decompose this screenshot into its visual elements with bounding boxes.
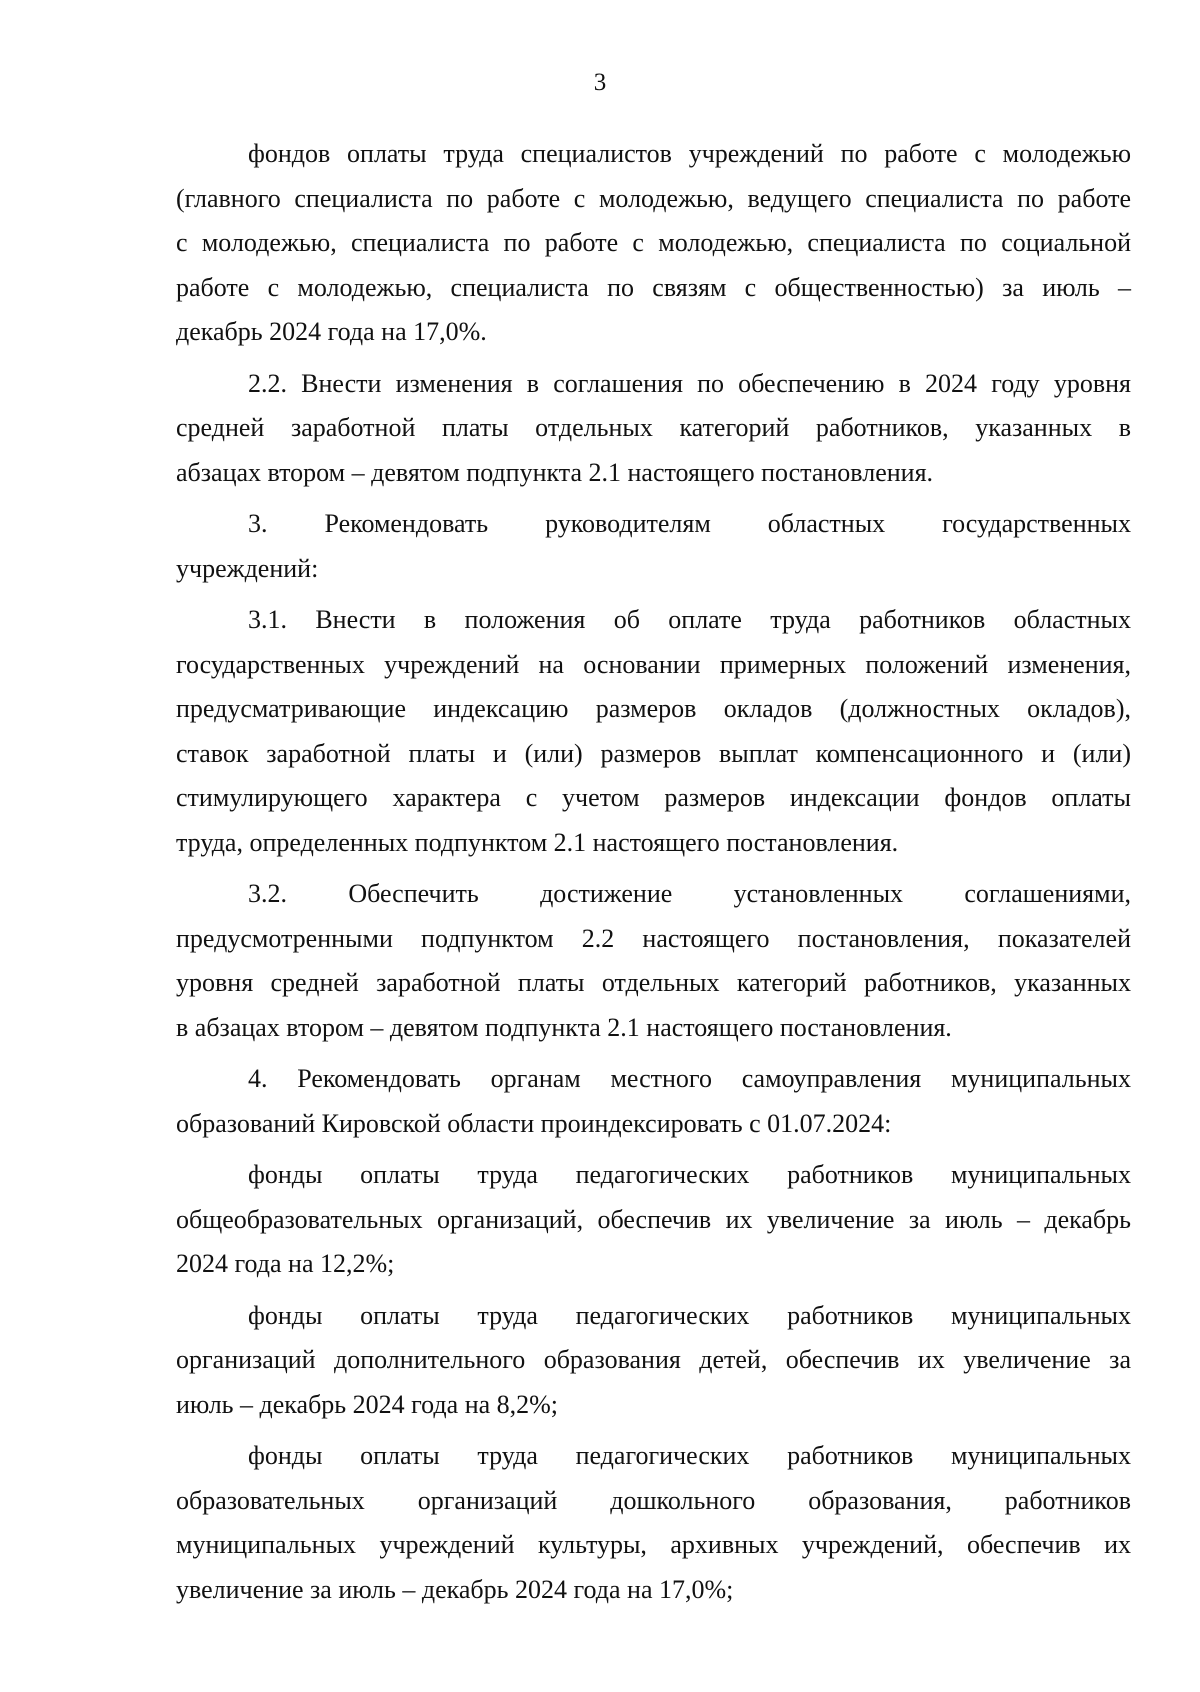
text-line: декабрь 2024 года на 17,0%. — [176, 317, 487, 346]
text-line: 3.1. Внести в положения об оплате труда работников областных — [248, 605, 1131, 634]
text-line: труда, определенных подпунктом 2.1 настоящего постановления. — [176, 827, 899, 857]
text-line: образований Кировской области проиндексировать с 01.07.2024: — [176, 1108, 892, 1138]
text-line: муниципальных учреждений культуры, архивных учреждений, обеспечив их — [176, 1530, 1131, 1559]
paragraph-2-2 — [176, 362, 1131, 496]
text-line: в абзацах втором – девятом подпункта 2.1 настоящего постановления. — [176, 1012, 952, 1042]
text-line: с молодежью, специалиста по работе с молодежью, специалиста по социальной — [176, 228, 1131, 257]
paragraph-3-1 — [176, 598, 1131, 865]
text-line: увеличение за июль – декабрь 2024 года на 17,0%; — [176, 1574, 734, 1604]
text-line: (главного специалиста по работе с молодежью, ведущего специалиста по работе — [176, 183, 1131, 213]
text-line: фондов оплаты труда специалистов учреждений по работе с молодежью — [248, 139, 1131, 168]
text-line: фонды оплаты труда педагогических работников муниципальных — [248, 1160, 1131, 1189]
document-body — [176, 132, 1131, 1619]
page-number: 3 — [593, 69, 607, 96]
text-line: предусмотренными подпунктом 2.2 настоящего постановления, показателей — [176, 923, 1131, 953]
text-line: учреждений: — [176, 553, 319, 583]
text-line: 3.2. Обеспечить достижение установленных соглашениями, — [248, 879, 1131, 908]
text-line: 4. Рекомендовать органам местного самоуправления муниципальных — [248, 1064, 1131, 1093]
paragraph-3 — [176, 502, 1131, 591]
text-line: фонды оплаты труда педагогических работников муниципальных — [248, 1300, 1131, 1330]
paragraph-funds-general — [176, 1153, 1131, 1287]
text-line: 3. Рекомендовать руководителям областных государственных — [248, 509, 1131, 538]
paragraph-4 — [176, 1057, 1131, 1146]
text-line: организаций дополнительного образования детей, обеспечив их увеличение за — [176, 1345, 1131, 1374]
paragraph-3-2 — [176, 872, 1131, 1050]
text-line: государственных учреждений на основании примерных положений изменения, — [176, 649, 1131, 679]
text-line: 2024 года на 12,2%; — [176, 1249, 395, 1278]
paragraph-funds-preschool — [176, 1434, 1131, 1612]
text-line: стимулирующего характера с учетом размеров индексации фондов оплаты — [176, 783, 1131, 812]
text-line: работе с молодежью, специалиста по связям с общественностью) за июль – — [176, 272, 1131, 302]
text-line: средней заработной платы отдельных категорий работников, указанных в — [176, 413, 1131, 442]
text-line: ставок заработной платы и (или) размеров выплат компенсационного и (или) — [176, 738, 1131, 768]
paragraph-funds-additional — [176, 1294, 1131, 1428]
text-line: абзацах втором – девятом подпункта 2.1 настоящего постановления. — [176, 457, 934, 487]
paragraph — [176, 132, 1131, 355]
text-line: уровня средней заработной платы отдельных категорий работников, указанных — [176, 968, 1131, 997]
text-line: предусматривающие индексацию размеров окладов (должностных окладов), — [176, 694, 1131, 723]
text-line: июль – декабрь 2024 года на 8,2%; — [176, 1389, 559, 1419]
text-line: фонды оплаты труда педагогических работников муниципальных — [248, 1441, 1131, 1470]
text-line: образовательных организаций дошкольного образования, работников — [176, 1485, 1131, 1515]
text-line: общеобразовательных организаций, обеспечив их увеличение за июль – декабрь — [176, 1204, 1131, 1234]
text-line: 2.2. Внести изменения в соглашения по обеспечению в 2024 году уровня — [248, 368, 1131, 398]
